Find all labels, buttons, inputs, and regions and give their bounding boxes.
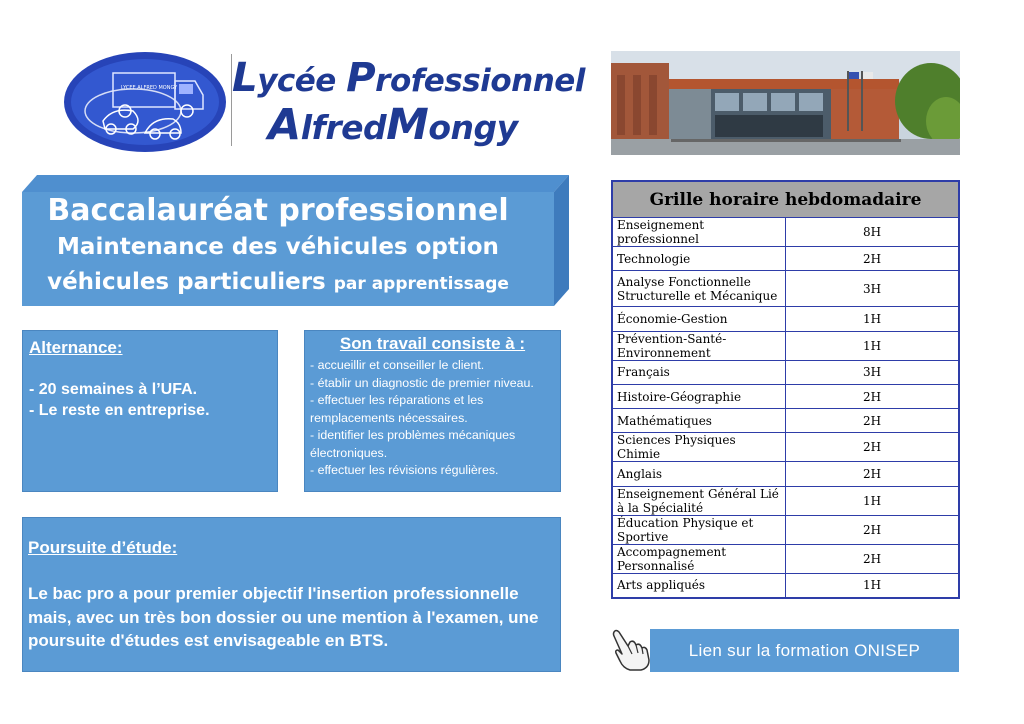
logo-truck-emblem (63, 51, 228, 154)
table-row (612, 462, 959, 486)
subject-cell: Éducation Physique et Sportive (612, 515, 786, 544)
poursuite-heading: Poursuite d’étude: (28, 538, 178, 557)
table-row (612, 409, 959, 433)
travail-item: - établir un diagnostic de premier niveau. (310, 375, 534, 390)
subject-cell: Accompagnement Personnalisé (612, 544, 786, 573)
alternance-heading: Alternance: (29, 338, 123, 357)
hours-cell: 2H (786, 515, 960, 544)
banner-text (22, 192, 534, 302)
hours-cell: 2H (786, 384, 960, 408)
logo-text-alfred-mongy: AlfredMongy (268, 100, 518, 150)
hours-cell: 1H (786, 486, 960, 515)
travail-item: - identifier les problèmes mécaniques électroniques. (310, 428, 516, 460)
table-row (612, 247, 959, 271)
table-row (612, 218, 959, 247)
travail-item: - accueillir et conseiller le client. (310, 358, 485, 372)
hours-cell: 2H (786, 433, 960, 462)
subject-cell: Prévention-Santé-Environnement (612, 331, 786, 360)
hours-cell: 2H (786, 409, 960, 433)
banner-title: Baccalauréat professionnel (47, 193, 509, 228)
table-row (612, 331, 959, 360)
alternance-box (22, 330, 278, 492)
hours-cell: 8H (786, 218, 960, 247)
table-row (612, 271, 959, 307)
subject-cell: Français (612, 360, 786, 384)
hours-cell: 2H (786, 462, 960, 486)
hours-cell: 1H (786, 573, 960, 598)
table-row (612, 433, 959, 462)
subject-cell: Technologie (612, 247, 786, 271)
table-row (612, 544, 959, 573)
pointing-hand-icon (608, 626, 652, 672)
poursuite-text: Le bac pro a pour premier objectif l'insertion professionnelle mais, avec un très bon dossier ou une mention à l'examen, une poursuite d'études est envisageable en BTS. (28, 584, 539, 650)
subject-cell: Histoire-Géographie (612, 384, 786, 408)
travail-item: - effectuer les révisions régulières. (310, 463, 499, 477)
onisep-link-button[interactable]: Lien sur la formation ONISEP (650, 629, 959, 672)
table-row (612, 384, 959, 408)
travail-box (304, 330, 561, 492)
table-row (612, 573, 959, 598)
subject-cell: Arts appliqués (612, 573, 786, 598)
logo-text-lycee-professionnel: Lycée Professionnel (232, 54, 585, 101)
schedule-table (611, 180, 960, 599)
travail-heading: Son travail consiste à : (339, 334, 526, 353)
subject-cell: Sciences Physiques Chimie (612, 433, 786, 462)
hours-cell: 2H (786, 544, 960, 573)
subject-cell: Enseignement Général Lié à la Spécialité (612, 486, 786, 515)
hours-cell: 2H (786, 247, 960, 271)
schedule-title: Grille horaire hebdomadaire (612, 181, 959, 218)
travail-item: - effectuer les réparations et les remplacements nécessaires. (310, 393, 484, 425)
hours-cell: 1H (786, 331, 960, 360)
table-row (612, 360, 959, 384)
table-row (612, 515, 959, 544)
subject-cell: Enseignement professionnel (612, 218, 786, 247)
alternance-line-2: - Le reste en entreprise. (29, 402, 210, 419)
subject-cell: Mathématiques (612, 409, 786, 433)
table-row (612, 486, 959, 515)
table-row (612, 307, 959, 331)
banner-subtitle-suffix: par apprentissage (333, 274, 509, 294)
truck-text: LYCEE ALFRED MONGY (121, 85, 178, 91)
hours-cell: 3H (786, 360, 960, 384)
subject-cell: Anglais (612, 462, 786, 486)
poursuite-box (22, 517, 561, 672)
subject-cell: Économie-Gestion (612, 307, 786, 331)
subject-cell: Analyse Fonctionnelle Structurelle et Mécanique (612, 271, 786, 307)
school-building-photo (611, 51, 960, 155)
alternance-line-1: - 20 semaines à l’UFA. (29, 381, 198, 398)
hours-cell: 3H (786, 271, 960, 307)
banner-subtitle-line1: Maintenance des véhicules option (57, 234, 499, 260)
banner-subtitle-line2: véhicules particuliers par apprentissage (47, 269, 509, 295)
hours-cell: 1H (786, 307, 960, 331)
